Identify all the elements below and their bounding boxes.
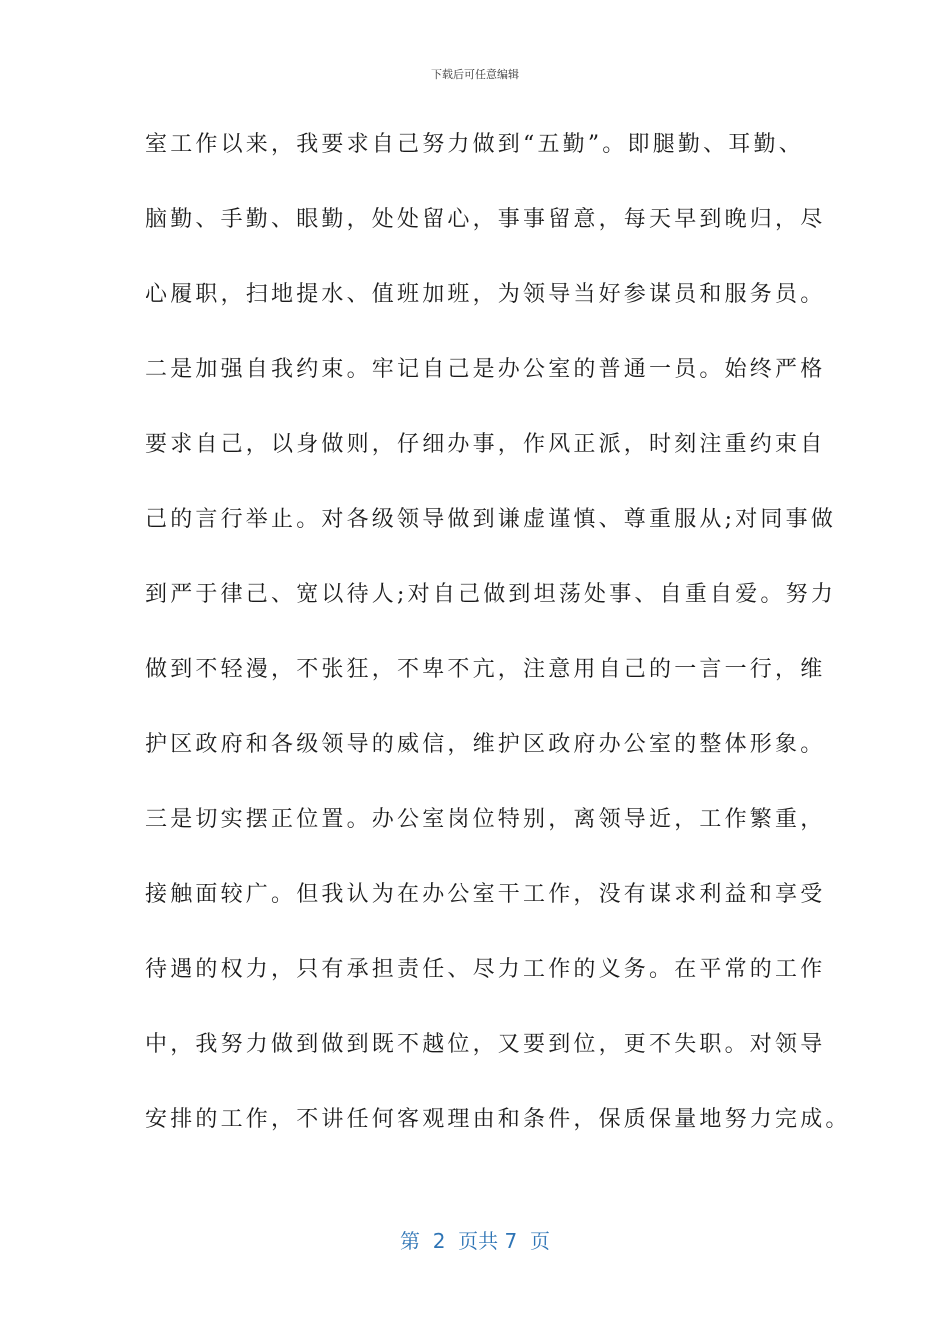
text-line: 接触面较广。但我认为在办公室干工作，没有谋求利益和享受	[145, 882, 826, 907]
document-body	[145, 121, 851, 1171]
text-line: 要求自己，以身做则，仔细办事，作风正派，时刻注重约束自	[145, 432, 826, 457]
text-line: 脑勤、手勤、眼勤，处处留心，事事留意，每天早到晚归，尽	[145, 207, 826, 232]
text-line: 护区政府和各级领导的威信，维护区政府办公室的整体形象。	[145, 732, 826, 757]
text-line: 安排的工作，不讲任何客观理由和条件，保质保量地努力完成。	[145, 1107, 851, 1132]
page-header: 下载后可任意编辑	[431, 68, 519, 81]
text-line: 三是切实摆正位置。办公室岗位特别，离领导近，工作繁重，	[145, 807, 826, 832]
text-line: 中，我努力做到做到既不越位，又要到位，更不失职。对领导	[145, 1032, 826, 1057]
text-line: 室工作以来，我要求自己努力做到“五勤”。即腿勤、耳勤、	[145, 132, 804, 157]
text-line: 己的言行举止。对各级领导做到谦虚谨慎、尊重服从;对同事做	[145, 507, 837, 532]
text-line: 心履职，扫地提水、值班加班，为领导当好参谋员和服务员。	[145, 282, 826, 307]
text-line: 到严于律己、宽以待人;对自己做到坦荡处事、自重自爱。努力	[145, 582, 837, 607]
text-line: 二是加强自我约束。牢记自己是办公室的普通一员。始终严格	[145, 357, 826, 382]
text-line: 待遇的权力，只有承担责任、尽力工作的义务。在平常的工作	[145, 957, 826, 982]
page-number-footer: 第 2 页共 7 页	[400, 1229, 550, 1253]
text-line: 做到不轻漫，不张狂，不卑不亢，注意用自己的一言一行，维	[145, 657, 826, 682]
